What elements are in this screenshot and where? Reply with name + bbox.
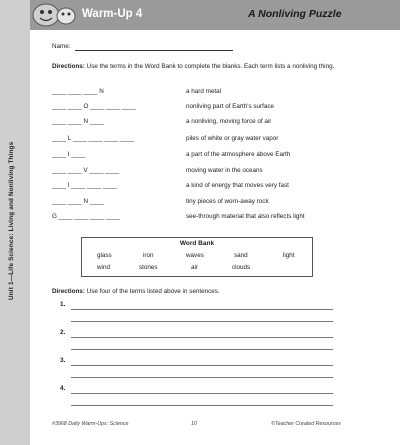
word-bank-word: sand xyxy=(234,252,248,259)
term-pattern: ____ ____ V ____ ____ xyxy=(52,167,120,174)
term-clue: a kind of energy that moves very fast xyxy=(186,182,289,189)
answer-line[interactable] xyxy=(71,405,333,406)
answer-line[interactable] xyxy=(71,393,333,394)
term-row xyxy=(52,88,352,98)
term-row xyxy=(52,151,352,161)
term-row xyxy=(52,182,352,192)
name-blank-line xyxy=(75,50,233,51)
answer-line[interactable] xyxy=(71,309,333,310)
term-row xyxy=(52,198,352,208)
term-pattern: ____ ____ N ____ xyxy=(52,118,104,125)
directions-label: Directions: xyxy=(52,63,85,70)
word-bank-word: clouds xyxy=(232,264,251,271)
unit-label-text: Unit 1—Life Science: Living and Nonliving Things xyxy=(8,141,15,300)
word-bank-title: Word Bank xyxy=(179,240,215,247)
term-clue: nonliving part of Earth's surface xyxy=(186,103,275,110)
term-clue: moving water in the oceans xyxy=(186,167,263,174)
directions-sentences xyxy=(52,288,220,295)
word-bank-box xyxy=(81,237,313,277)
term-row xyxy=(52,118,352,128)
term-clue: tiny pieces of worn-away rock xyxy=(186,198,269,205)
word-bank-word: air xyxy=(191,264,198,271)
answer-number: 3. xyxy=(60,357,66,364)
term-clue: a hard metal xyxy=(186,88,222,95)
term-clue: a part of the atmosphere above Earth xyxy=(186,151,291,158)
term-pattern: ____ ____ N ____ xyxy=(52,198,104,205)
term-clue: a nonliving, moving force of air xyxy=(186,118,272,125)
term-pattern: ____ I ____ ____ ____ xyxy=(52,182,117,189)
term-row xyxy=(52,135,352,145)
term-pattern: G ____ ____ ____ ____ xyxy=(52,213,120,220)
cartoon-logo-icon xyxy=(30,0,80,30)
word-bank-word: iron xyxy=(143,252,154,259)
name-field xyxy=(52,43,71,50)
term-clue: piles of white or gray water vapor xyxy=(186,135,279,142)
word-bank-word: wind xyxy=(97,264,110,271)
word-bank-word: stones xyxy=(139,264,158,271)
term-clue: see-through material that also reflects light xyxy=(186,213,305,220)
unit-label xyxy=(4,141,26,300)
term-pattern: ____ L ____ ____ ____ ____ xyxy=(52,135,135,142)
directions xyxy=(52,63,352,71)
answer-line[interactable] xyxy=(71,337,333,338)
term-pattern: ____ ____ O ____ ____ ____ xyxy=(52,103,136,110)
footer-publisher: ©Teacher Created Resources xyxy=(271,421,341,427)
directions2-label: Directions: xyxy=(52,288,85,295)
name-label: Name: xyxy=(52,43,71,50)
warm-up-title: Warm-Up 4 xyxy=(82,8,143,20)
answer-number: 4. xyxy=(60,385,66,392)
term-row xyxy=(52,103,352,113)
word-bank-word: waves xyxy=(186,252,204,259)
answer-line[interactable] xyxy=(71,349,333,350)
page-header xyxy=(30,0,400,30)
footer-page-number: 10 xyxy=(191,421,197,427)
word-bank-word: glass xyxy=(97,252,112,259)
word-bank-word: light xyxy=(283,252,295,259)
answer-line[interactable] xyxy=(71,365,333,366)
answer-number: 1. xyxy=(60,301,66,308)
term-row xyxy=(52,213,352,223)
term-row xyxy=(52,167,352,177)
directions-text: Use the terms in the Word Bank to complete the blanks. Each term lists a nonliving thing. xyxy=(86,63,335,70)
directions2-text: Use four of the terms listed above in sentences. xyxy=(86,288,220,295)
answer-number: 2. xyxy=(60,329,66,336)
footer-book-title: #3968 Daily Warm-Ups: Science xyxy=(52,421,129,427)
term-pattern: ____ ____ ____ N xyxy=(52,88,104,95)
term-pattern: ____ I ____ xyxy=(52,151,86,158)
puzzle-title: A Nonliving Puzzle xyxy=(248,8,342,20)
answer-line[interactable] xyxy=(71,321,333,322)
answer-line[interactable] xyxy=(71,377,333,378)
